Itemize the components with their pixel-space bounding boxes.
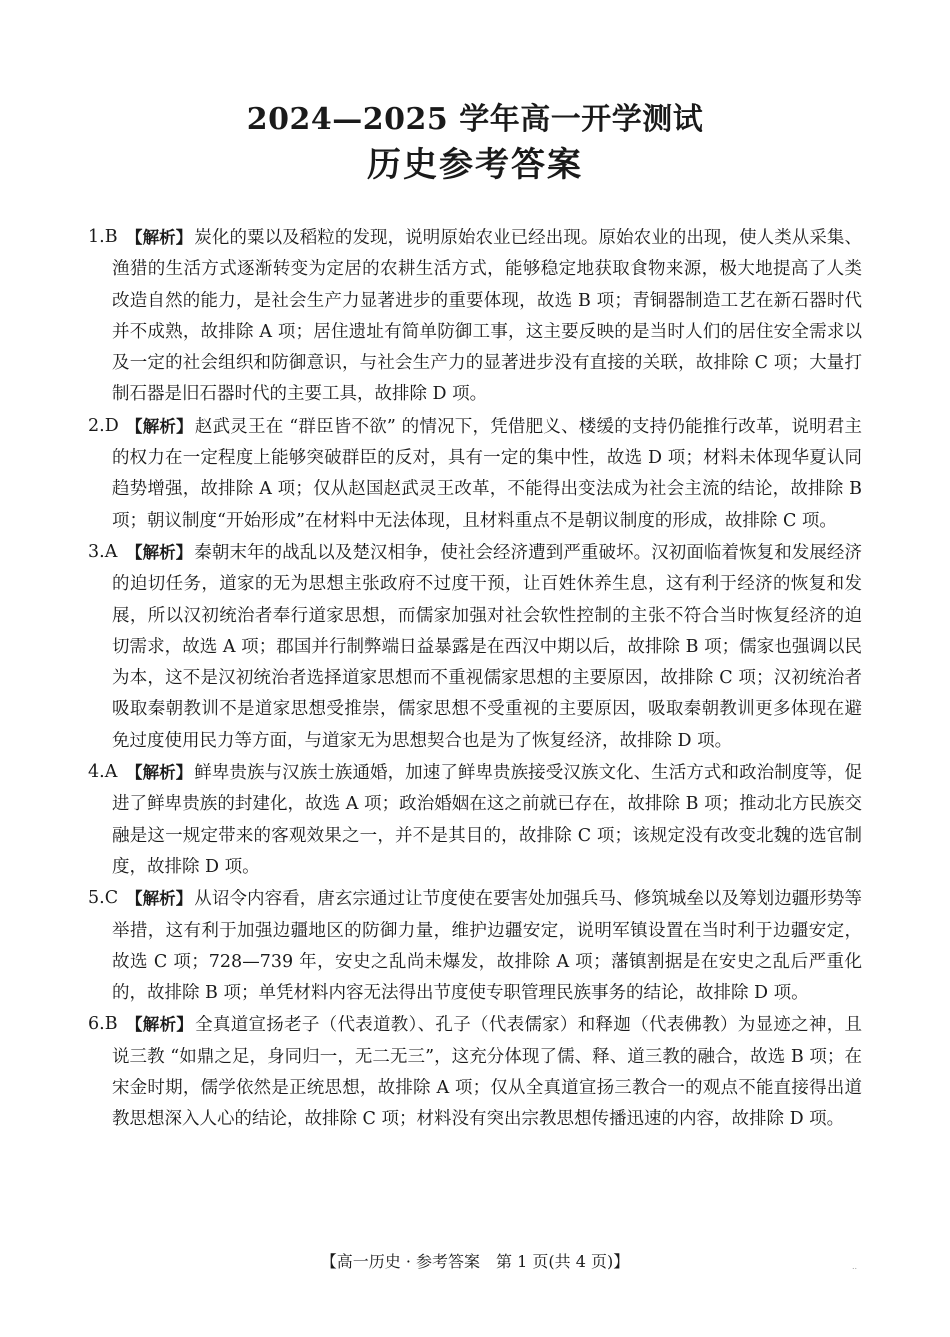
analysis-tag: 【解析】 xyxy=(126,889,193,909)
answer-number: 6.B xyxy=(88,1014,118,1035)
answer-number: 3.A xyxy=(88,541,118,562)
analysis-text: 赵武灵王在 “群臣皆不欲” 的情况下，凭借肥义、楼缓的支持仍能推行改革，说明君主的权力在一定程度上能够突破群臣的反对，具有一定的集中性，故选 D 项；材料未体现华夏认同趋势增强，故排除 A 项；仅从赵国赵武灵王改革，不能得出变法成为社会主流的结论，故排除 B 项；朝议制度“开始形成”在材料中无法体现，且材料重点不是朝议制度的形成，故排除 C 项。 xyxy=(112,416,862,531)
analysis-text: 鲜卑贵族与汉族士族通婚，加速了鲜卑贵族接受汉族文化、生活方式和政治制度等，促进了鲜卑贵族的封建化，故选 A 项；政治婚姻在这之前就已存在，故排除 B 项；推动北方民族交融是这一规定带来的客观效果之一，并不是其目的，故排除 C 项；该规定没有改变北魏的选官制度，故排除 D 项。 xyxy=(112,763,863,877)
answer-number: 2.D xyxy=(88,415,119,436)
document-title: 历史参考答案 xyxy=(367,145,583,185)
answer-number: 1.B xyxy=(88,227,118,247)
analysis-text: 全真道宣扬老子（代表道教）、孔子（代表儒家）和释迦（代表佛教）为显迹之神，且说三教 “如鼎之足，身同归一，无二无三”，这充分体现了儒、释、道三教的融合，故选 B 项；在宋金时期，儒学依然是正统思想，故排除 A 项；仅从全真道宣扬三教合一的观点不能直接得出道教思想深入人心的结论，故排除 C 项；材料没有突出宗教思想传播迅速的内容，故排除 D 项。 xyxy=(112,1015,863,1130)
answer-item-1 xyxy=(88,222,862,411)
analysis-tag: 【解析】 xyxy=(126,416,193,436)
answer-item-6 xyxy=(88,1009,862,1135)
analysis-text: 秦朝末年的战乱以及楚汉相争，使社会经济遭到严重破坏。汉初面临着恢复和发展经济的迫切任务，道家的无为思想主张政府不过度干预，让百姓休养生息，这有利于经济的恢复和发展，所以汉初统治者奉行道家思想，而儒家加强对社会软性控制的主张不符合当时恢复经济的迫切需求，故选 A 项；郡国并行制弊端日益暴露是在西汉中期以后，故排除 B 项；儒家也强调以民为本，这不是汉初统治者选择道家思想而不重视儒家思想的主要原因，故排除 C 项；汉初统治者吸取秦朝教训不是道家思想受推崇，儒家思想不受重视的主要原因，吸取秦朝教训更多体现在避免过度使用民力等方面，与道家无为思想契合也是为了恢复经济，故排除 D 项。 xyxy=(112,542,863,751)
analysis-tag: 【解析】 xyxy=(126,542,193,562)
corner-mark: .. xyxy=(852,1262,858,1271)
answer-item-4 xyxy=(88,757,862,883)
exam-title: 2024—2025 学年高一开学测试 xyxy=(246,102,704,137)
analysis-tag: 【解析】 xyxy=(126,228,193,247)
answer-number: 5.C xyxy=(88,888,119,909)
answer-list xyxy=(88,222,862,1136)
answer-item-3 xyxy=(88,537,862,757)
answer-item-2 xyxy=(88,411,862,537)
analysis-text: 炭化的粟以及稻粒的发现，说明原始农业已经出现。原始农业的出现，使人类从采集、渔猎的生活方式逐渐转变为定居的农耕生活方式，能够稳定地获取食物来源，极大地提高了人类改造自然的能力，是社会生产力显著进步的重要体现，故选 B 项；青铜器制造工艺在新石器时代并不成熟，故排除 A 项；居住遗址有简单防御工事，这主要反映的是当时人们的居住安全需求以及一定的社会组织和防御意识，与社会生产力的显著进步没有直接的关联，故排除 C 项；大量打制石器是旧石器时代的主要工具，故排除 D 项。 xyxy=(112,228,863,405)
answer-item-5 xyxy=(88,883,862,1009)
page-footer: 【高一历史 · 参考答案 第 1 页(共 4 页)】 xyxy=(320,1252,630,1271)
analysis-text: 从诏令内容看，唐玄宗通过让节度使在要害处加强兵马、修筑城垒以及筹划边疆形势等举措，这有利于加强边疆地区的防御力量，维护边疆安定，说明军镇设置在当时利于边疆安定，故选 C 项；728—739 年，安史之乱尚未爆发，故排除 A 项；藩镇割据是在安史之乱后严重化的，故排除 B 项；单凭材料内容无法得出节度使专职管理民族事务的结论，故排除 D 项。 xyxy=(112,889,863,1004)
answer-number: 4.A xyxy=(88,762,118,783)
analysis-tag: 【解析】 xyxy=(126,763,193,783)
analysis-tag: 【解析】 xyxy=(126,1015,194,1035)
